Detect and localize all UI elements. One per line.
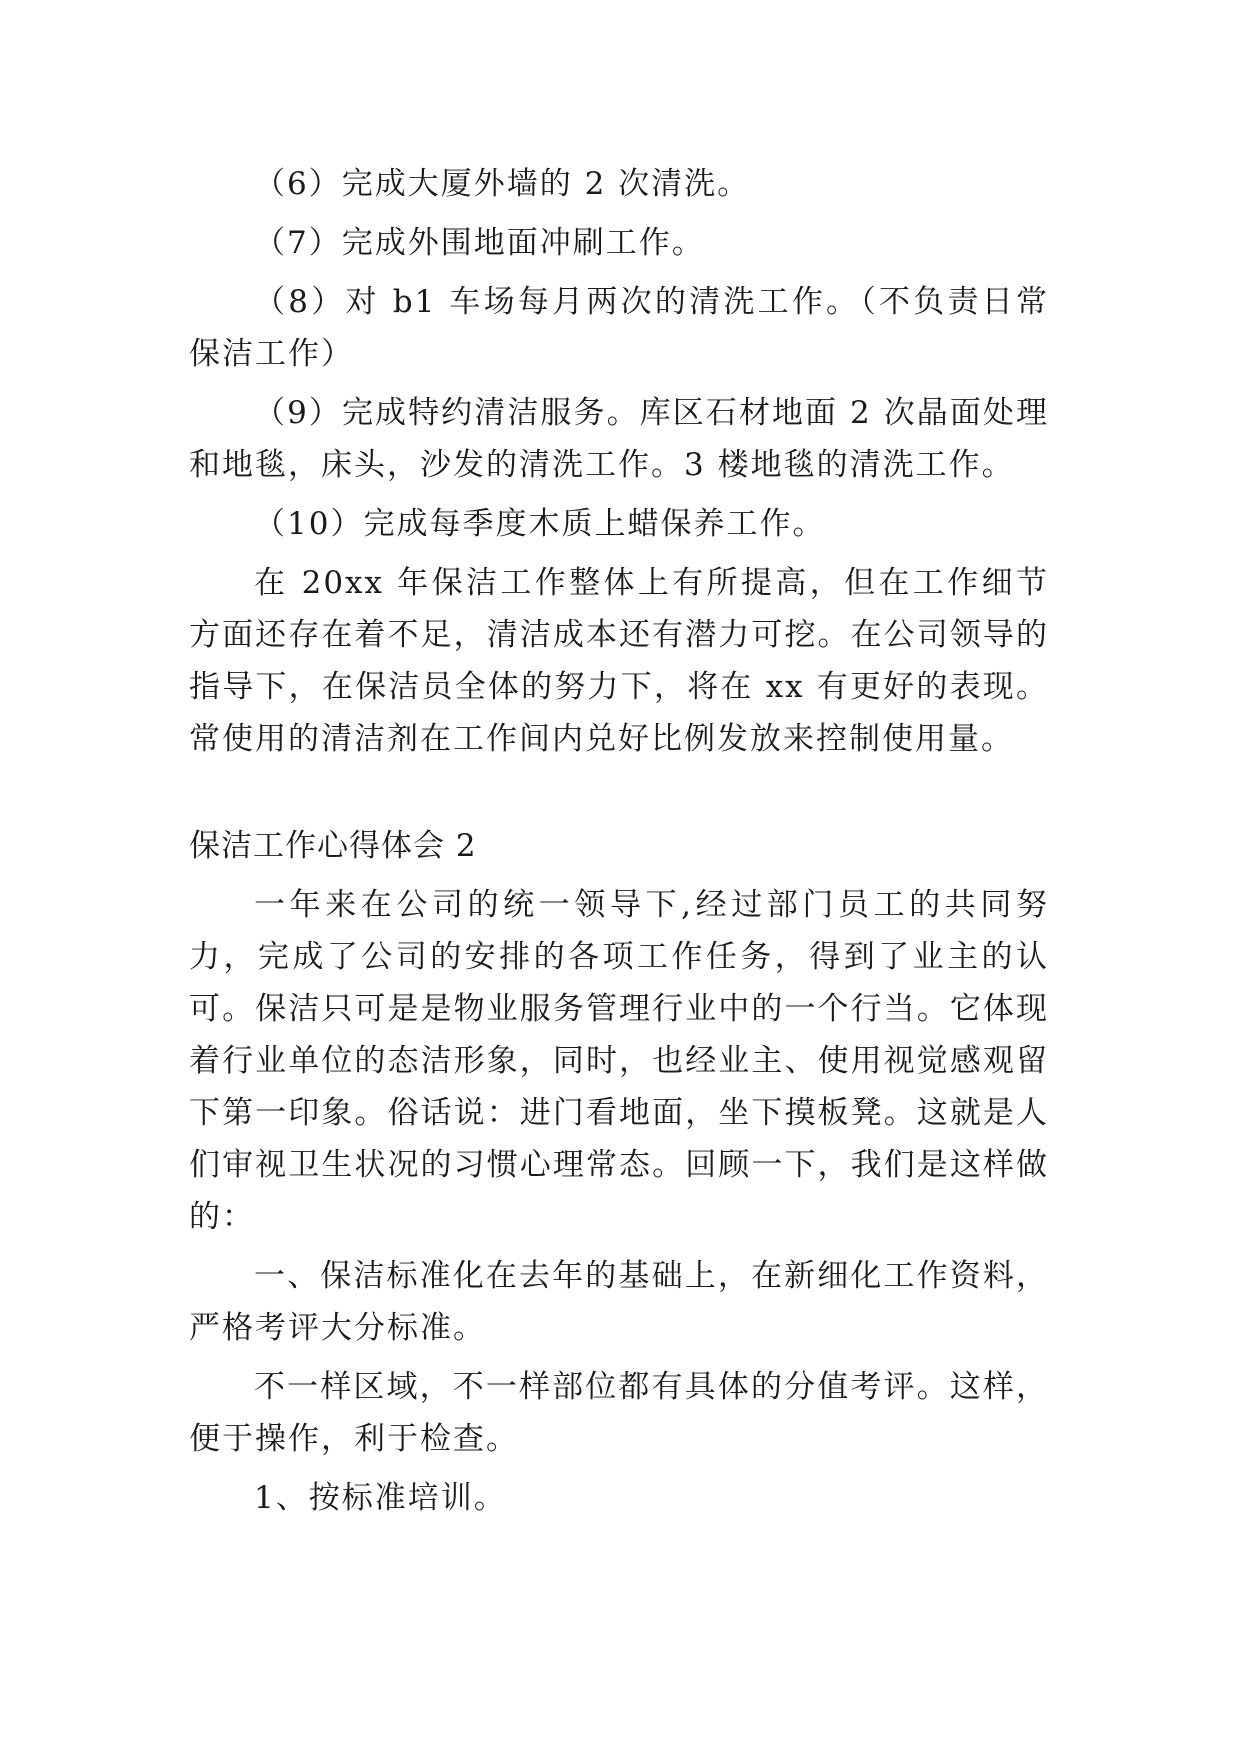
paragraph-item-9: （9）完成特约清洁服务。库区石材地面 2 次晶面处理和地毯，床头，沙发的清洗工作。3 楼地毯的清洗工作。	[189, 395, 1049, 483]
paragraph-item-10: （10）完成每季度木质上蜡保养工作。	[254, 506, 826, 542]
section-paragraph-standardization: 一、保洁标准化在去年的基础上，在新细化工作资料，严格考评大分标准。	[189, 1258, 1049, 1346]
paragraph-summary: 在 20xx 年保洁工作整体上有所提高，但在工作细节方面还存在着不足，清洁成本还有潜力可挖。在公司领导的指导下，在保洁员全体的努力下，将在 xx 有更好的表现。常使用的清洁剂在工作间内兑好比例发放来控制使用量。	[189, 565, 1049, 757]
paragraph-item-7: （7）完成外围地面冲刷工作。	[254, 225, 705, 261]
paragraph-item-6: （6）完成大厦外墙的 2 次清洗。	[254, 166, 751, 202]
section-paragraph-training: 1、按标准培训。	[254, 1480, 507, 1516]
paragraph-item-8: （8）对 b1 车场每月两次的清洗工作。（不负责日常保洁工作）	[189, 284, 1049, 372]
section-paragraph-intro: 一年来在公司的统一领导下,经过部门员工的共同努力，完成了公司的安排的各项工作任务，得到了业主的认可。保洁只可是是物业服务管理行业中的一个行当。它体现着行业单位的态洁形象，同时，也经业主、使用视觉感观留下第一印象。俗话说：进门看地面，坐下摸板凳。这就是人们审视卫生状况的习惯心理常态。回顾一下，我们是这样做的：	[189, 887, 1049, 1235]
section-paragraph-areas: 不一样区域，不一样部位都有具体的分值考评。这样，便于操作，利于检查。	[189, 1369, 1049, 1457]
document-body	[189, 158, 1049, 1531]
section-title: 保洁工作心得体会 2	[189, 828, 477, 864]
